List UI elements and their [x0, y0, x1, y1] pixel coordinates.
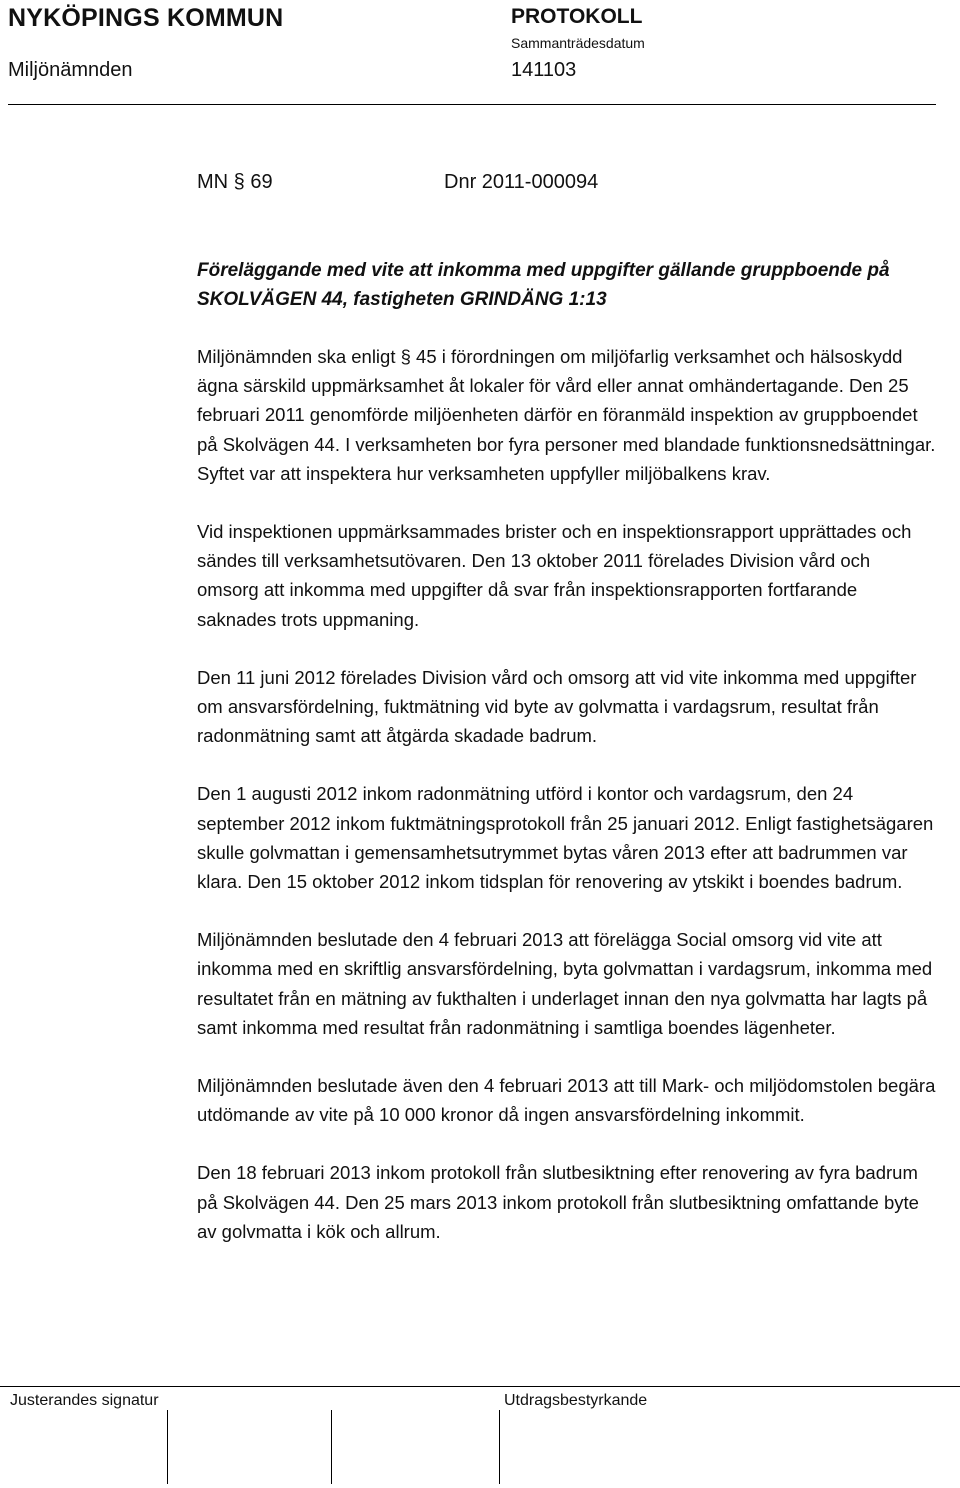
case-number: Dnr 2011-000094: [444, 171, 599, 193]
meeting-date: 141103: [511, 59, 577, 81]
certification-label: Utdragsbestyrkande: [504, 1392, 648, 1409]
paragraph-number: MN § 69: [197, 171, 273, 193]
body-paragraph: Miljönämnden ska enligt § 45 i förordningen om miljöfarlig verksamhet och hälsoskydd ägna särskild uppmärksamhet åt lokaler för vård eller annat omhändertagande. Den 25 februari 2011 genomförde miljöenheten därför en föranmäld inspektion av gruppboendet på Skolvägen 44. I verksamheten bor fyra personer med blandade funktionsnedsättningar. Syftet var att inspektera hur verksamheten uppfyller miljöbalkens krav.: [197, 346, 936, 484]
body-paragraph: Den 1 augusti 2012 inkom radonmätning utförd i kontor och vardagsrum, den 24 september 2012 inkom fuktmätningsprotokoll från 25 januari 2012. Enligt fastighetsägaren skulle golvmattan i gemensamhetsutrymmet bytas våren 2013 efter att badrummen var klara. Den 15 oktober 2012 inkom tidsplan för renovering av ytskikt i boendes badrum.: [197, 783, 934, 893]
document-title: Föreläggande med vite att inkomma med uppgifter gällande gruppboende på SKOLVÄGEN 44, fastigheten GRINDÄNG 1:13: [197, 260, 890, 310]
meeting-date-label: Sammanträdesdatum: [511, 35, 645, 51]
organization-name: NYKÖPINGS KOMMUN: [8, 4, 284, 32]
body-paragraph: Den 18 februari 2013 inkom protokoll från slutbesiktning efter renovering av fyra badrum på Skolvägen 44. Den 25 mars 2013 inkom protokoll från slutbesiktning omfattande byte av golvmatta i kök och allrum.: [197, 1162, 919, 1242]
body-paragraph: Miljönämnden beslutade även den 4 februari 2013 att till Mark- och miljödomstolen begära utdömande av vite på 10 000 kronor då ingen ansvarsfördelning inkommit.: [197, 1075, 936, 1126]
signature-box-divider: [331, 1410, 332, 1484]
body-paragraph: Den 11 juni 2012 förelades Division vård och omsorg att vid vite inkomma med uppgifter om ansvarsfördelning, fuktmätning vid byte av golvmatta i vardagsrum, resultat från radonmätning samt att åtgärda skadade badrum.: [197, 666, 917, 747]
body-paragraph: Miljönämnden beslutade den 4 februari 2013 att förelägga Social omsorg vid vite att inkomma med en skriftlig ansvarsfördelning, byta golvmattan i vardagsrum, inkomma med resultatet från en mätning av fukthalten i underlaget innan den nya golvmatta har lagts på samt inkomma med resultat från radonmätning i samtliga boendes lägenheter.: [197, 929, 933, 1038]
document-body: [197, 342, 937, 1275]
footer-divider: [0, 1386, 960, 1387]
body-paragraph: Vid inspektionen uppmärksammades brister och en inspektionsrapport upprättades och sändes till verksamhetsutövaren. Den 13 oktober 2011 förelades Division vård och omsorg att inkomma med uppgifter då svar från inspektionsrapporten fortfarande saknades trots uppmaning.: [197, 521, 912, 630]
signature-label: Justerandes signatur: [10, 1392, 159, 1409]
document-type: PROTOKOLL: [511, 5, 643, 28]
signature-box-divider: [167, 1410, 168, 1484]
header-divider: [8, 104, 936, 105]
board-name: Miljönämnden: [8, 59, 133, 81]
signature-box-divider: [499, 1410, 500, 1484]
